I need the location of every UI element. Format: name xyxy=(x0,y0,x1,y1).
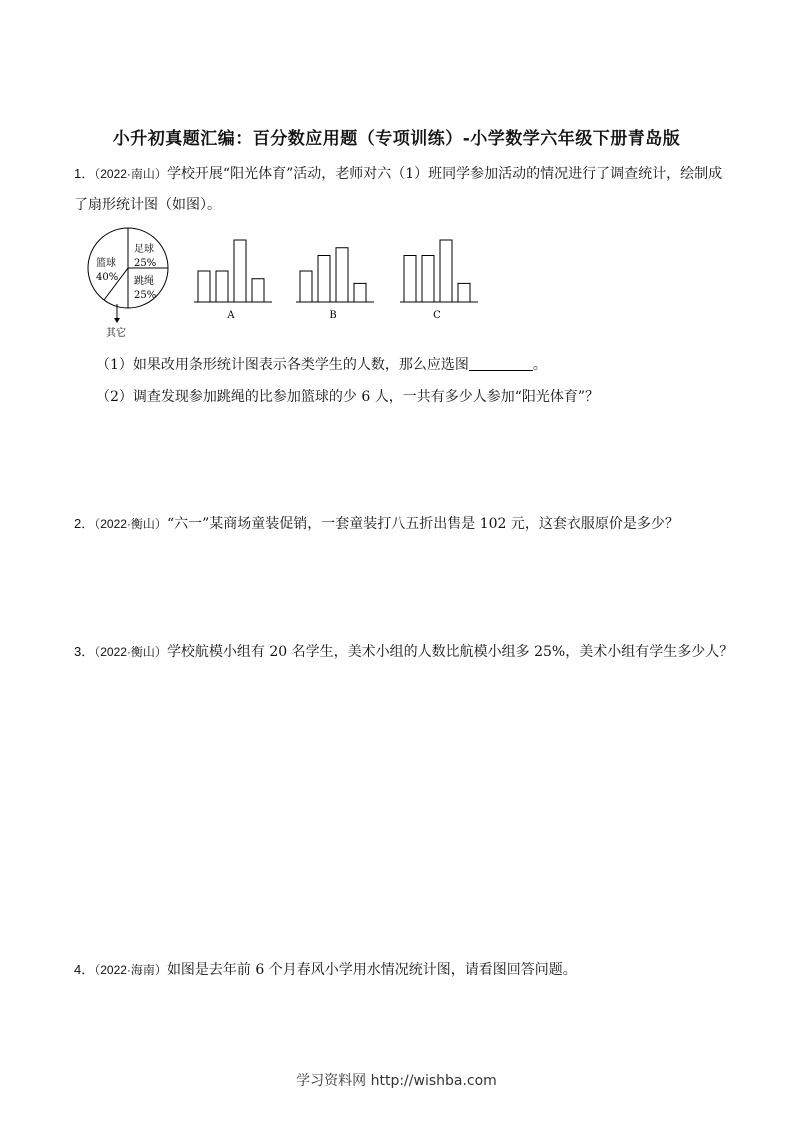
question-number: 2． xyxy=(74,516,95,531)
subquestion-label: （2） xyxy=(96,389,133,405)
pie-value-jumprope: 25% xyxy=(134,290,157,301)
subquestion-2 xyxy=(96,386,599,406)
bar xyxy=(458,283,470,302)
bar xyxy=(354,283,366,302)
pie-value-football: 25% xyxy=(134,258,157,269)
bar xyxy=(198,271,210,302)
question-number: 4． xyxy=(74,962,95,977)
question-1 xyxy=(74,158,734,221)
pie-label-football: 足球 xyxy=(134,244,154,255)
bar-chart-label: C xyxy=(433,310,441,321)
question-source: （2022·衡山） xyxy=(94,645,167,659)
question-source: （2022·南山） xyxy=(94,167,167,181)
subquestion-text: 调查发现参加跳绳的比参加篮球的少 6 人，一共有多少人参加“阳光体育”？ xyxy=(132,389,600,405)
subquestion-text: 如果改用条形统计图表示各类学生的人数，那么应选图 xyxy=(132,357,469,373)
question-2 xyxy=(74,508,734,540)
question-number: 3． xyxy=(74,644,95,659)
subquestion-punct: 。 xyxy=(532,357,547,373)
bar xyxy=(300,271,312,302)
subquestion-1 xyxy=(96,354,547,374)
bar xyxy=(216,271,228,302)
question-text: 学校开展“阳光体育”活动，老师对六（1）班同学参加活动的情况进行了调查统计，绘制成了扇形统计图（如图）。 xyxy=(74,166,723,213)
question-number: 1． xyxy=(74,166,95,181)
bar xyxy=(404,256,416,303)
question-source: （2022·衡山） xyxy=(94,517,167,531)
subquestion-label: （1） xyxy=(96,357,133,373)
bar-chart-label: B xyxy=(329,310,337,321)
bar-chart-label: A xyxy=(227,310,235,321)
pie-label-jumprope: 跳绳 xyxy=(134,276,154,287)
page-title: 小升初真题汇编：百分数应用题（专项训练）-小学数学六年级下册青岛版 xyxy=(112,129,681,149)
pie-chart xyxy=(88,228,168,339)
pie-value-basketball: 40% xyxy=(96,272,119,283)
pie-label-other: 其它 xyxy=(106,328,126,339)
question-4 xyxy=(74,954,734,986)
bar xyxy=(252,279,264,302)
bar xyxy=(336,248,348,302)
bar-charts xyxy=(194,240,478,321)
bar xyxy=(318,256,330,303)
bar xyxy=(234,240,246,302)
question-3 xyxy=(74,636,734,668)
question-text: 如图是去年前 6 个月春风小学用水情况统计图，请看图回答问题。 xyxy=(166,962,577,978)
answer-blank[interactable] xyxy=(469,356,533,371)
pie-label-basketball: 篮球 xyxy=(96,258,116,269)
question-1-figure xyxy=(84,222,484,348)
pie-other-arrowhead xyxy=(114,318,120,323)
bar xyxy=(440,240,452,302)
question-text: “六一”某商场童装促销，一套童装打八五折出售是 102 元，这套衣服原价是多少？ xyxy=(166,516,679,532)
bar xyxy=(422,256,434,303)
question-text: 学校航模小组有 20 名学生，美术小组的人数比航模小组多 25%，美术小组有学生多少人？ xyxy=(166,644,734,660)
question-source: （2022·海南） xyxy=(94,963,167,977)
footer-watermark: 学习资料网 http://wishba.com xyxy=(296,1073,497,1089)
